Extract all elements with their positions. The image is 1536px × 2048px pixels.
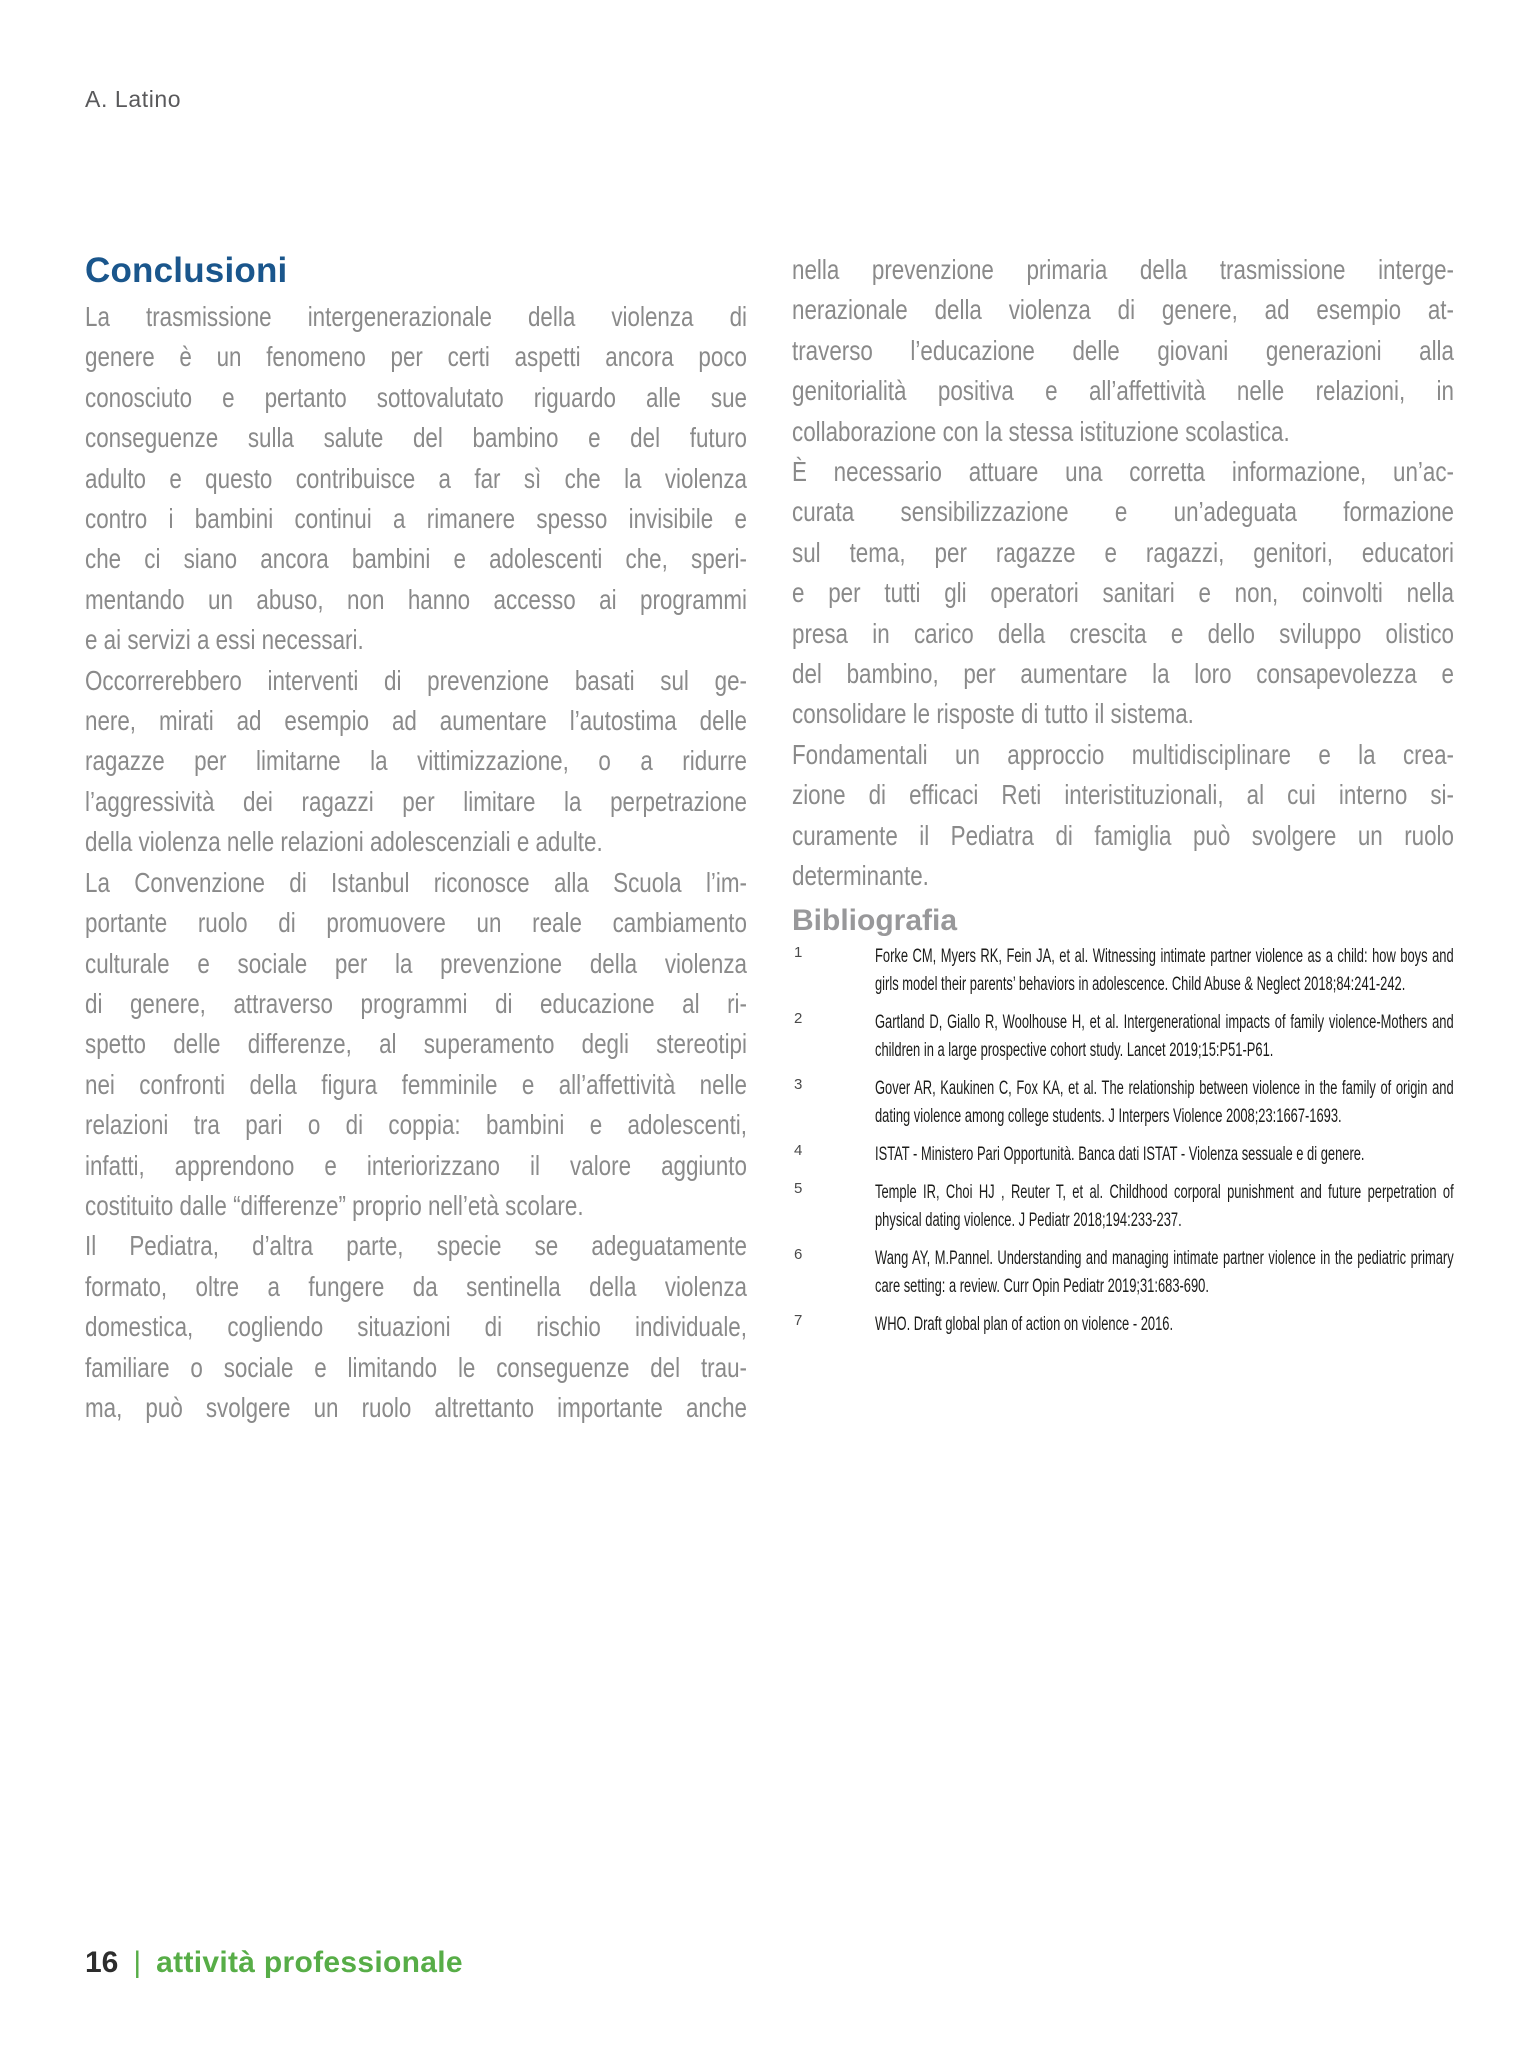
body-text-line: ma, può svolgere un ruolo altrettanto importante anche bbox=[85, 1391, 747, 1423]
body-text-line: conosciuto e pertanto sottovalutato riguardo alle sue bbox=[85, 381, 747, 413]
reference-list bbox=[792, 943, 1454, 1339]
left-column bbox=[85, 250, 747, 1428]
body-text-line: genere è un fenomeno per certi aspetti ancora poco bbox=[85, 341, 747, 373]
body-text-line: contro i bambini continui a rimanere spesso invisibile e bbox=[85, 503, 747, 535]
right-column-body-text bbox=[792, 250, 1454, 897]
body-text-line: mentando un abuso, non hanno accesso ai programmi bbox=[85, 583, 747, 615]
right-column bbox=[792, 250, 1454, 1428]
body-text-line: nei confronti della figura femminile e all’affettività nelle bbox=[85, 1068, 747, 1100]
reference-text: Gartland D, Giallo R, Woolhouse H, et al. Intergenerational impacts of family violence-Mothers and children in a large prospective cohort study. Lancet 2019;15:P51-P61. bbox=[875, 1011, 1454, 1061]
body-text-line: e ai servizi a essi necessari. bbox=[85, 624, 364, 656]
reference-item bbox=[792, 1141, 1454, 1169]
body-text-line: nella prevenzione primaria della trasmissione interge- bbox=[792, 254, 1454, 285]
reference-number: 3 bbox=[794, 1075, 803, 1093]
reference-number: 6 bbox=[794, 1245, 803, 1263]
two-column-text-block bbox=[85, 250, 1454, 1428]
body-text-line: traverso l’educazione delle giovani generazioni alla bbox=[792, 334, 1454, 366]
body-text-line: che ci siano ancora bambini e adolescenti che, speri- bbox=[85, 543, 747, 575]
body-text-line: Occorrerebbero interventi di prevenzione basati sul ge- bbox=[85, 664, 747, 696]
reference-item bbox=[792, 943, 1454, 999]
reference-item bbox=[792, 1311, 1454, 1339]
body-text-line: conseguenze sulla salute del bambino e del futuro bbox=[85, 422, 747, 454]
footer-section-label: attività professionale bbox=[156, 1946, 463, 1979]
body-text-line: del bambino, per aumentare la loro consapevolezza e bbox=[792, 658, 1454, 690]
footer-separator: | bbox=[133, 1946, 142, 1979]
body-text-line: infatti, apprendono e interiorizzano il valore aggiunto bbox=[85, 1149, 747, 1181]
body-text-line: nerazionale della violenza di genere, ad esempio at- bbox=[792, 294, 1454, 326]
body-text-line: adulto e questo contribuisce a far sì che la violenza bbox=[85, 462, 747, 494]
reference-item bbox=[792, 1245, 1454, 1301]
body-text-line: Fondamentali un approccio multidisciplinare e la crea- bbox=[792, 738, 1454, 770]
bibliography-section bbox=[792, 905, 1454, 1339]
body-text-line: sul tema, per ragazze e ragazzi, genitori, educatori bbox=[792, 536, 1454, 568]
reference-text: ISTAT - Ministero Pari Opportunità. Banca dati ISTAT - Violenza sessuale e di genere. bbox=[875, 1143, 1365, 1165]
reference-number: 4 bbox=[794, 1141, 803, 1159]
body-text-line: spetto delle differenze, al superamento degli stereotipi bbox=[85, 1028, 747, 1060]
body-text-line: domestica, cogliendo situazioni di rischio individuale, bbox=[85, 1311, 747, 1343]
reference-number: 1 bbox=[794, 943, 803, 961]
page-footer bbox=[85, 1946, 463, 1980]
body-text-line: familiare o sociale e limitando le conseguenze del trau- bbox=[85, 1351, 747, 1383]
body-text-line: curamente il Pediatra di famiglia può svolgere un ruolo bbox=[792, 819, 1454, 851]
reference-text: Forke CM, Myers RK, Fein JA, et al. Witnessing intimate partner violence as a child: how boys and girls model their parents’ behaviors in adolescence. Child Abuse & Neglect 2018;84:241-242. bbox=[875, 945, 1454, 995]
section-heading-conclusioni: Conclusioni bbox=[85, 251, 288, 290]
reference-item bbox=[792, 1075, 1454, 1131]
reference-text: WHO. Draft global plan of action on violence - 2016. bbox=[875, 1313, 1174, 1335]
body-text-line: della violenza nelle relazioni adolescenziali e adulte. bbox=[85, 826, 603, 858]
body-text-line: relazioni tra pari o di coppia: bambini e adolescenti, bbox=[85, 1109, 747, 1141]
body-text-line: È necessario attuare una corretta informazione, un’ac- bbox=[792, 456, 1454, 488]
body-text-line: Il Pediatra, d’altra parte, specie se adeguatamente bbox=[85, 1230, 747, 1262]
reference-number: 2 bbox=[794, 1009, 803, 1027]
reference-number: 5 bbox=[794, 1179, 803, 1197]
bibliography-heading: Bibliografia bbox=[792, 903, 958, 937]
body-text-line: determinante. bbox=[792, 860, 929, 892]
body-text-line: genitorialità positiva e all’affettività nelle relazioni, in bbox=[792, 375, 1454, 407]
body-text-line: formato, oltre a fungere da sentinella della violenza bbox=[85, 1270, 747, 1302]
page-number: 16 bbox=[85, 1946, 119, 1979]
reference-text: Gover AR, Kaukinen C, Fox KA, et al. The relationship between violence in the family of origin and dating violence among college students. J Interpers Violence 2008;23:1667-1693. bbox=[875, 1077, 1454, 1127]
body-text-line: costituito dalle “differenze” proprio nell’età scolare. bbox=[85, 1189, 584, 1221]
body-text-line: portante ruolo di promuovere un reale cambiamento bbox=[85, 907, 747, 939]
body-text-line: di genere, attraverso programmi di educazione al ri- bbox=[85, 987, 747, 1019]
body-text-line: presa in carico della crescita e dello sviluppo olistico bbox=[792, 617, 1454, 649]
reference-text: Wang AY, M.Pannel. Understanding and managing intimate partner violence in the pediatric primary care setting: a review. Curr Opin Pediatr 2019;31:683-690. bbox=[875, 1247, 1454, 1297]
body-text-line: culturale e sociale per la prevenzione della violenza bbox=[85, 947, 747, 979]
body-text-line: La trasmissione intergenerazionale della violenza di bbox=[85, 301, 747, 332]
body-text-line: ragazze per limitarne la vittimizzazione, o a ridurre bbox=[85, 745, 747, 777]
body-text-line: l’aggressività dei ragazzi per limitare la perpetrazione bbox=[85, 785, 747, 817]
reference-number: 7 bbox=[794, 1311, 803, 1329]
body-text-line: nere, mirati ad esempio ad aumentare l’autostima delle bbox=[85, 705, 747, 737]
body-text-line: La Convenzione di Istanbul riconosce alla Scuola l’im- bbox=[85, 866, 747, 898]
body-text-line: consolidare le risposte di tutto il sistema. bbox=[792, 698, 1194, 730]
body-text-line: curata sensibilizzazione e un’adeguata formazione bbox=[792, 496, 1454, 528]
reference-item bbox=[792, 1179, 1454, 1235]
left-column-body-text bbox=[85, 297, 747, 1428]
running-header-author: A. Latino bbox=[85, 86, 182, 112]
reference-item bbox=[792, 1009, 1454, 1065]
reference-text: Temple IR, Choi HJ , Reuter T, et al. Childhood corporal punishment and future perpetration of physical dating violence. J Pediatr 2018;194:233-237. bbox=[875, 1181, 1454, 1231]
body-text-line: e per tutti gli operatori sanitari e non, coinvolti nella bbox=[792, 577, 1454, 609]
body-text-line: zione di efficaci Reti interistituzionali, al cui interno si- bbox=[792, 779, 1454, 811]
body-text-line: collaborazione con la stessa istituzione scolastica. bbox=[792, 415, 1290, 447]
